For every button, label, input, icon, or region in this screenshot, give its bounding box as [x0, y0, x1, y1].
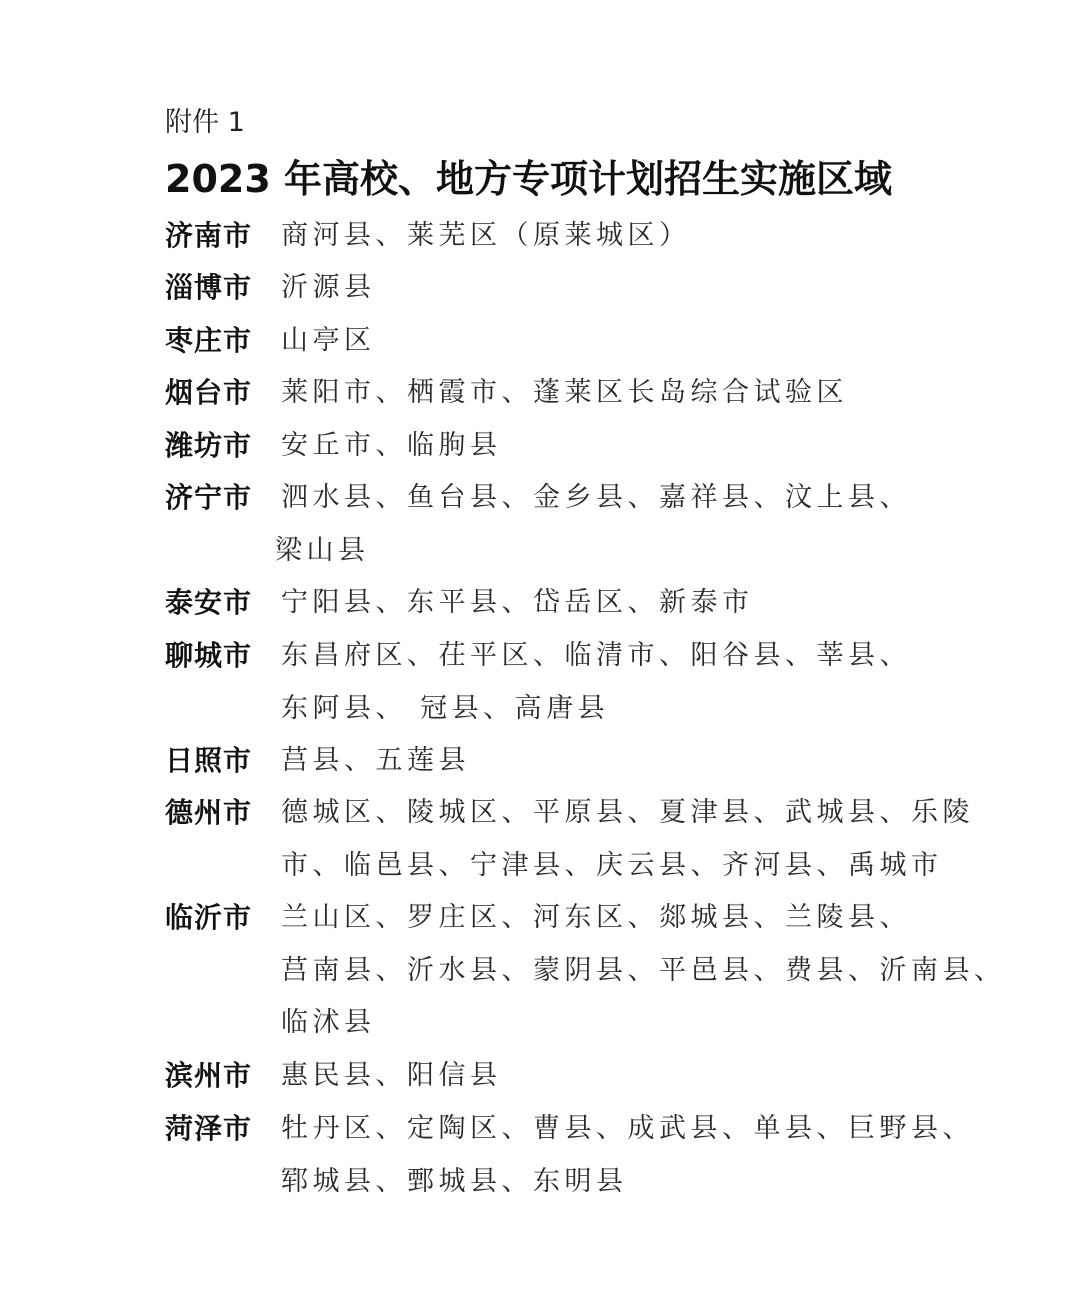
city-name: 日照市 — [165, 744, 253, 777]
area-list — [281, 1050, 921, 1103]
area-line: 市、临邑县、宁津县、庆云县、齐河县、禹城市 — [281, 849, 943, 881]
city-name: 德州市 — [165, 796, 253, 829]
area-line: 牡丹区、定陶区、曹县、成武县、单县、巨野县、 — [281, 1113, 974, 1144]
area-line: 莱阳市、栖霞市、蓬莱区长岛综合试验区 — [281, 377, 848, 408]
area-line: 沂源县 — [281, 272, 376, 303]
area-list — [281, 1103, 974, 1208]
area-line: 山亭区 — [281, 325, 376, 356]
area-line: 商河县、莱芜区（原莱城区） — [281, 220, 691, 251]
area-line: 安丘市、临朐县 — [281, 430, 502, 461]
area-list — [281, 630, 921, 735]
city-name: 菏泽市 — [165, 1112, 253, 1145]
area-line: 泗水县、鱼台县、金乡县、嘉祥县、汶上县、 — [281, 482, 911, 513]
area-line: 东昌府区、茌平区、临清市、阳谷县、莘县、 — [281, 640, 911, 671]
city-name: 泰安市 — [165, 586, 253, 619]
city-name: 潍坊市 — [165, 429, 253, 462]
attachment-label: 附件 1 — [165, 107, 245, 138]
area-list — [281, 787, 974, 892]
document-title: 2023 年高校、地方专项计划招生实施区域 — [165, 157, 892, 201]
city-name: 滨州市 — [165, 1059, 253, 1092]
area-list — [281, 262, 921, 315]
city-name: 聊城市 — [165, 639, 253, 672]
city-name: 枣庄市 — [165, 324, 253, 357]
city-name: 烟台市 — [165, 376, 253, 409]
area-line: 东阿县、 冠县、高唐县 — [281, 692, 610, 724]
area-list — [281, 315, 921, 368]
area-line: 莒南县、沂水县、蒙阴县、平邑县、费县、沂南县、 — [281, 954, 1006, 986]
area-list — [281, 367, 921, 420]
area-line: 德城区、陵城区、平原县、夏津县、武城县、乐陵 — [281, 797, 974, 828]
city-name: 临沂市 — [165, 901, 253, 934]
area-line: 惠民县、阳信县 — [281, 1060, 502, 1091]
area-line: 兰山区、罗庄区、河东区、郯城县、兰陵县、 — [281, 902, 911, 933]
area-list — [281, 210, 921, 263]
area-line: 宁阳县、东平县、岱岳区、新泰市 — [281, 587, 754, 618]
area-line: 莒县、五莲县 — [281, 745, 470, 776]
city-name: 济南市 — [165, 219, 253, 252]
city-name: 济宁市 — [165, 481, 253, 514]
area-list — [281, 892, 1006, 1050]
area-line: 梁山县 — [275, 534, 370, 566]
area-list — [281, 735, 921, 788]
area-list — [275, 472, 921, 577]
area-list — [281, 577, 921, 630]
area-list — [281, 420, 921, 473]
area-line: 临沭县 — [281, 1007, 376, 1038]
area-line: 郓城县、鄄城县、东明县 — [281, 1165, 628, 1197]
city-name: 淄博市 — [165, 271, 253, 304]
